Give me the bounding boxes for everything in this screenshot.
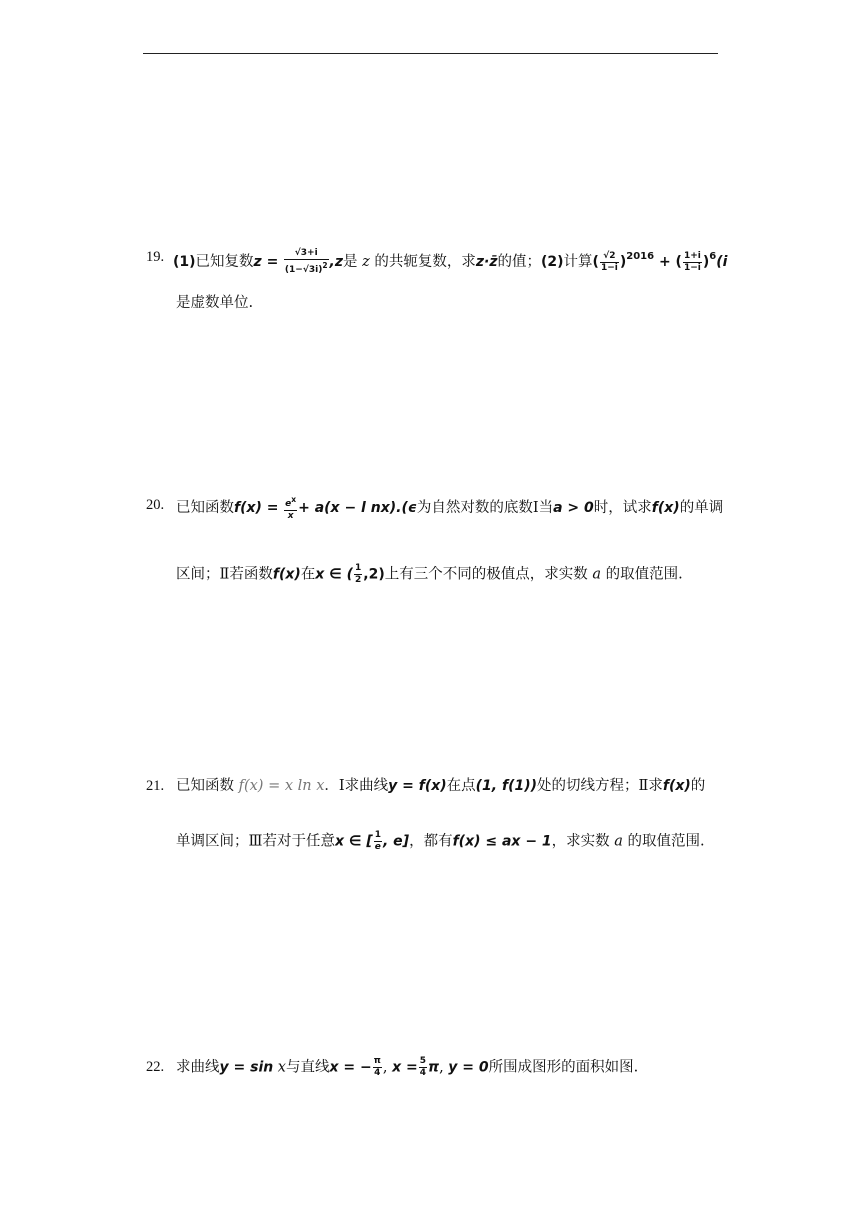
fraction: $\frac{1}{e}$ (374, 830, 381, 852)
fraction: $\frac{1}{2}$ (355, 563, 362, 585)
question-line: 是虚数单位. (176, 295, 254, 311)
question-line: 已知函数 f(x) = x ln x．Ⅰ求曲线y = f(x)在点(1, f(1))处的切线方程；Ⅱ求f(x)的 (176, 778, 706, 794)
fraction: $\frac{5}{4}$ (419, 1056, 426, 1078)
question-line: 区间；Ⅱ若函数f(x)在x ∈ ( $\frac{1}{2}$ ,2)上有三个不同的极值点，求实数 a 的取值范围. (176, 563, 683, 585)
fraction: $\frac{e^x}{x}$ (285, 495, 297, 521)
fraction: $\frac{\pi}{4}$ (373, 1056, 381, 1078)
question-line: 求曲线y = sin x与直线x = − $\frac{\pi}{4}$ , x = $\frac{5}{4}$ π, y = 0所围成图形的面积如图. (176, 1056, 639, 1078)
question-line: 已知函数f(x) = $\frac{e^x}{x}$ + a(x − l nx).(ϵ为自然对数的底数Ⅰ当a > 0时，试求f(x)的单调 (176, 495, 724, 521)
question-number: 19. (146, 249, 165, 265)
question-number: 21. (146, 778, 165, 794)
question-number: 20. (146, 497, 165, 513)
header-rule (143, 53, 718, 54)
fraction: $\frac{1+i}{1-i}$ (683, 250, 701, 273)
fraction: $\frac{√3+i}{(1-√3i)^2}$ (284, 248, 328, 275)
question-line: 单调区间；Ⅲ若对于任意x ∈ [ $\frac{1}{e}$ , e]，都有f(x) ≤ ax − 1，求实数 a 的取值范围. (176, 830, 705, 852)
question-line: (1)已知复数z = $\frac{√3+i}{(1-√3i)^2}$ ,z是 z 的共轭复数，求z·z̄的值；(2)计算( $\frac{√2}{1-i}$ )$^{2016}$ + ( $\frac{1+i}{1-i}$ )$^6$(i (173, 248, 728, 275)
question-number: 22. (146, 1059, 165, 1075)
fraction: $\frac{√2}{1-i}$ (600, 250, 618, 273)
